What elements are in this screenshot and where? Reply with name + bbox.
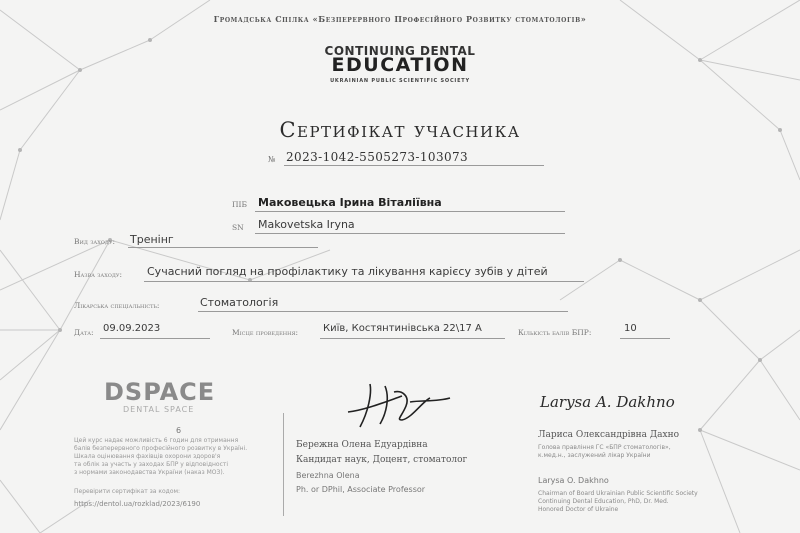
logo-line-3: UKRAINIAN PUBLIC SCIENTIFIC SOCIETY <box>330 78 470 84</box>
signatory2-name-uk: Лариса Олександрівна Дахно <box>538 430 680 440</box>
number-underline <box>284 165 544 166</box>
event-date: 09.09.2023 <box>103 323 161 334</box>
date-underline <box>100 338 210 339</box>
partner-logo-subtitle: DENTAL SPACE <box>123 405 195 414</box>
event-type-label: Вид заходу: <box>74 237 116 246</box>
certificate-title: Сертифікат учасника <box>279 118 521 142</box>
specialty-underline <box>198 311 568 312</box>
place-label: Місце проведення: <box>232 328 299 337</box>
sn-underline <box>255 233 565 234</box>
sn-label: SN <box>232 223 244 232</box>
partner-note-line-5: з нормами законодавства України (наказ МОЗ). <box>74 469 225 476</box>
signatory2-title-uk-line-2: к.мед.н., заслужений лікар України <box>538 452 651 459</box>
event-name: Сучасний погляд на профілактику та лікування карієсу зубів у дітей <box>147 265 548 278</box>
event-type: Тренінг <box>130 233 174 246</box>
partner-points-value: 6 <box>176 426 182 435</box>
verify-url[interactable]: https://dentol.ua/rozklad/2023/6190 <box>74 500 201 508</box>
column-divider <box>283 413 284 516</box>
signatory2-title-uk-line-1: Голова правління ГС «БПР стоматологів», <box>538 444 671 451</box>
points-underline <box>620 338 670 339</box>
signatory1-name-uk: Бережна Олена Едуардівна <box>296 440 428 450</box>
signatory2-name-en: Larysa O. Dakhno <box>538 476 609 485</box>
partner-note-line-2: балів безперервного професійного розвитку в Україні. <box>74 445 248 452</box>
signature-berezhna <box>340 372 460 432</box>
partner-note-line-1: Цей курс надає можливість 6 годин для отримання <box>74 437 239 444</box>
organization-name: Громадська Спілка «Безперервного Професійного Розвитку стоматологів» <box>213 14 587 24</box>
partner-note-line-4: та облік за участь у заходах БПР у відповідності <box>74 461 229 468</box>
event-name-label: Назва заходу: <box>74 270 123 279</box>
certificate-number: 2023-1042-5505273-103073 <box>286 150 469 164</box>
logo-line-1: CONTINUING DENTAL <box>324 44 476 58</box>
signatory2-title-en-line-3: Honored Doctor of Ukraine <box>538 506 619 513</box>
signatory1-title-uk: Кандидат наук, Доцент, стоматолог <box>296 455 468 465</box>
participant-name: Маковецька Ірина Віталіївна <box>258 196 442 209</box>
logo-line-2: EDUCATION <box>331 54 469 76</box>
signatory1-name-en: Berezhna Olena <box>296 471 360 480</box>
verify-label: Перевірити сертифікат за кодом: <box>74 488 181 495</box>
event-type-underline <box>128 247 318 248</box>
signature-dakhno: Larysa A. Dakhno <box>540 393 675 411</box>
points-value: 10 <box>624 323 637 334</box>
event-name-underline <box>144 281 584 282</box>
event-place: Київ, Костянтинівська 22\17 А <box>323 323 482 334</box>
signatory2-title-en-line-1: Chairman of Board Ukrainian Public Scientific Society <box>538 490 698 497</box>
place-underline <box>320 338 505 339</box>
specialty: Стоматологія <box>200 296 279 309</box>
name-label: ПІБ <box>232 200 248 209</box>
points-label: Кількість балів БПР: <box>518 328 592 337</box>
name-underline <box>255 211 565 212</box>
number-label: № <box>268 155 276 164</box>
signatory2-title-en-line-2: Continuing Dental Education, PhD, Dr. Med. <box>538 498 669 505</box>
participant-name-latin: Makovetska Iryna <box>258 218 355 231</box>
partner-logo: DSPACE <box>104 378 216 406</box>
specialty-label: Лікарська спеціальність: <box>74 301 160 310</box>
signatory1-title-en: Ph. or DPhil, Associate Professor <box>296 485 426 494</box>
date-label: Дата: <box>74 328 94 337</box>
partner-note-line-3: Шкала оцінювання фахівців охорони здоров'я <box>74 453 221 460</box>
